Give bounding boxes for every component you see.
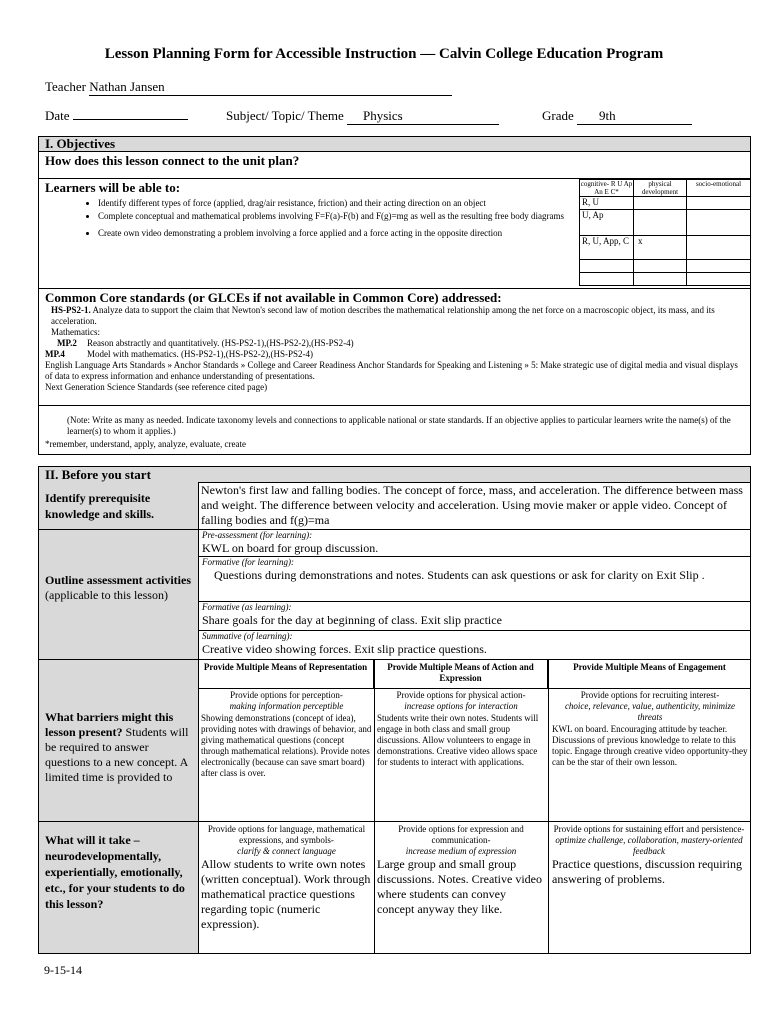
taxonomy-cell[interactable] — [687, 273, 751, 286]
row-divider — [38, 821, 751, 822]
objectives-list — [84, 198, 583, 239]
taxonomy-cell[interactable]: R, U — [580, 197, 634, 210]
take-italic: increase medium of expression — [405, 846, 517, 856]
objectives-note: (Note: Write as many as needed. Indicate taxonomy levels and connections to applicable national or state standards. If an objective applies to particular learners write the name(s) of the learner(s) to whom it applies.) — [67, 415, 731, 436]
prereq-label: Identify prerequisite knowledge and skills. — [45, 491, 155, 521]
taxonomy-cell[interactable] — [634, 260, 687, 273]
teacher-value[interactable]: Nathan Jansen — [89, 79, 452, 96]
barrier-italic: making information perceptible — [229, 701, 344, 711]
learners-label: Learners will be able to: — [45, 180, 181, 195]
taxonomy-cell[interactable] — [687, 197, 751, 210]
prereq-text[interactable]: Newton's first law and falling bodies. The concept of force, mass, and acceleration. The difference between mass and weight. The difference between velocity and acceleration. Using movie maker or apple video. Concept of falling bodies and f(g)=ma — [201, 483, 743, 527]
formative-as-text: Share goals for the day at beginning of class. Exit slip practice — [202, 613, 502, 627]
barrier-action-cell[interactable] — [377, 690, 545, 768]
mp2-standard — [45, 338, 745, 349]
take-lead: Provide options for expression and communication- — [398, 824, 524, 845]
barrier-representation-cell[interactable] — [201, 690, 372, 779]
taxonomy-footnote: *remember, understand, apply, analyze, evaluate, create — [45, 439, 246, 449]
socio-emotional-header: socio-emotional — [687, 180, 751, 197]
pre-assessment-label: Pre-assessment (for learning): — [202, 530, 313, 540]
engagement-header: Provide Multiple Means of Engagement — [573, 662, 726, 672]
formative-for-text: Questions during demonstrations and notes. Students can ask questions or ask for clarity on Exit Slip . — [214, 568, 705, 582]
physical-header: physical development — [634, 180, 687, 197]
taxonomy-cell[interactable] — [580, 260, 634, 273]
assessment-label-rest: (applicable to this lesson) — [45, 588, 168, 602]
mp4-text: Model with mathematics. (HS-PS2-1),(HS-PS2-2),(HS-PS2-4) — [87, 349, 313, 359]
summative-label: Summative (of learning): — [202, 631, 293, 641]
barrier-body: Showing demonstrations (concept of idea), providing notes with drawings of behavior, and giving mathematical questions (concept through mathematical relations). Provide notes electronically (because can save smart board) after class is over. — [201, 713, 372, 778]
hs-ps2-1-text: Analyze data to support the claim that Newton's second law of motion describes the mathematical relationship among the net force on a macroscopic object, its mass, and its acceleration. — [51, 305, 715, 326]
row-divider — [198, 688, 751, 689]
teacher-label: Teacher — [45, 79, 86, 94]
mp4-standard — [45, 349, 745, 360]
pre-assessment-text: KWL on board for group discussion. — [202, 541, 379, 555]
form-title: Lesson Planning Form for Accessible Instruction — Calvin College Education Program — [104, 46, 664, 62]
column-divider — [548, 660, 549, 954]
taxonomy-cell[interactable] — [687, 210, 751, 236]
action-expression-header: Provide Multiple Means of Action and Expression — [374, 660, 548, 689]
formative-for-cell[interactable] — [199, 557, 751, 601]
subject-row — [226, 108, 499, 125]
pre-assessment-cell[interactable] — [199, 530, 751, 555]
barrier-lead: Provide options for perception- — [230, 690, 343, 700]
date-row — [45, 108, 188, 124]
footer-date: 9-15-14 — [44, 963, 82, 977]
take-body: Practice questions, discussion requiring answering of problems. — [552, 857, 742, 886]
take-lead: Provide options for language, mathematical expressions, and symbols- — [207, 824, 366, 845]
hs-ps2-1-code: HS-PS2-1. — [51, 305, 91, 315]
taxonomy-cell[interactable] — [634, 197, 687, 210]
summative-cell[interactable] — [199, 631, 751, 659]
note-divider — [39, 405, 750, 406]
ela-standard: English Language Arts Standards » Anchor Standards » College and Career Readiness Anchor Standards for Speaking and Listening » 5: Make strategic use of digital media and visual displays of data to express information and enhance understanding of presentations. — [45, 360, 738, 381]
taxonomy-cell[interactable]: R, U, App, C — [580, 236, 634, 260]
udl-header-row — [198, 660, 751, 689]
formative-as-label: Formative (as learning): — [202, 602, 292, 612]
barrier-italic: choice, relevance, value, authenticity, minimize threats — [564, 701, 736, 722]
barrier-body: Students write their own notes. Students will engage in both class and small group discussions. Allow volunteers to engage in demonstrations. Creative video allows space for students to interact with applications. — [377, 713, 539, 767]
what-it-takes-label: What will it take – neurodevelopmentally, experientially, emotionally, etc., for your students to do this lesson? — [45, 833, 185, 911]
objectives-section — [38, 136, 751, 455]
take-lead: Provide options for sustaining effort and persistence- — [553, 824, 745, 834]
assessment-label — [45, 573, 195, 603]
standards-divider — [39, 288, 750, 289]
taxonomy-cell[interactable] — [687, 236, 751, 260]
date-value[interactable] — [73, 119, 188, 120]
grade-label: Grade — [542, 108, 574, 123]
summative-text: Creative video showing forces. Exit slip practice questions. — [202, 642, 487, 656]
subject-value[interactable]: Physics — [347, 108, 499, 125]
objective-item: • Identify different types of force (applied, drag/air resistance, friction) and their acting direction on an object — [98, 198, 583, 209]
grade-value[interactable]: 9th — [577, 108, 692, 125]
objectives-header: I. Objectives — [39, 137, 750, 152]
teacher-row — [45, 79, 452, 96]
taxonomy-cell[interactable]: x — [634, 236, 687, 260]
barriers-label — [45, 710, 195, 785]
grade-row — [542, 108, 692, 125]
objective-item: • Create own video demonstrating a problem involving a force applied and a force acting in the opposite direction — [98, 228, 583, 239]
take-italic: clarify & connect language — [237, 846, 336, 856]
date-label: Date — [45, 108, 70, 123]
ngss-standard: Next Generation Science Standards (see reference cited page) — [45, 382, 268, 392]
barrier-engagement-cell[interactable] — [552, 690, 748, 768]
taxonomy-table — [579, 179, 751, 286]
taxonomy-cell[interactable]: U, Ap — [580, 210, 634, 236]
barrier-lead: Provide options for recruiting interest- — [580, 690, 720, 700]
mp2-code: MP.2 — [57, 338, 77, 348]
take-italic: optimize challenge, collaboration, mastery-oriented feedback — [555, 835, 743, 856]
barrier-body: KWL on board. Encouraging attitude by teacher. Discussions of previous knowledge to relate to this topic. Engage through creative video opportunity-they can be the star of their own lesson. — [552, 724, 748, 767]
barrier-lead: Provide options for physical action- — [396, 690, 526, 700]
taxonomy-cell[interactable] — [634, 273, 687, 286]
standards-block — [45, 305, 745, 393]
unit-plan-question: How does this lesson connect to the unit plan? — [39, 152, 750, 179]
barrier-italic: increase options for interaction — [404, 701, 518, 711]
take-action-cell[interactable] — [377, 824, 545, 917]
take-engagement-cell[interactable] — [552, 824, 746, 887]
standards-header: Common Core standards (or GLCEs if not available in Common Core) addressed: — [45, 290, 502, 305]
formative-as-cell[interactable] — [199, 602, 751, 630]
take-body: Allow students to write own notes (written conceptual). Work through mathematical practice questions regarding topic (numeric expression). — [201, 857, 371, 931]
formative-for-label: Formative (for learning): — [202, 557, 294, 567]
taxonomy-cell[interactable] — [687, 260, 751, 273]
barriers-label-rest: Students will be required to answer questions to a new concept. A limited time is provided to — [45, 725, 189, 784]
assessment-label-bold: Outline assessment activities — [45, 573, 191, 587]
cognitive-header: cognitive- R U Ap An E C* — [580, 180, 633, 196]
objective-item: • Complete conceptual and mathematical problems involving F=F(a)-F(b) and F(g)=mg as well as the resulting free body diagrams — [98, 211, 583, 222]
barriers-label-bold: What barriers might this lesson present? — [45, 710, 174, 739]
mp2-text: Reason abstractly and quantitatively. (HS-PS2-1),(HS-PS2-2),(HS-PS2-4) — [87, 338, 354, 348]
taxonomy-cell[interactable] — [634, 210, 687, 236]
math-label: Mathematics: — [51, 327, 100, 337]
take-body: Large group and small group discussions. Notes. Creative video where students can convey concept anyway they like. — [377, 857, 542, 916]
taxonomy-cell[interactable] — [580, 273, 634, 286]
mp4-code: MP.4 — [45, 349, 65, 359]
representation-header: Provide Multiple Means of Representation — [198, 660, 374, 689]
hs-ps2-1-standard — [45, 305, 745, 327]
subject-label: Subject/ Topic/ Theme — [226, 108, 344, 123]
column-divider — [374, 660, 375, 954]
take-representation-cell[interactable] — [201, 824, 372, 932]
before-header: II. Before you start — [39, 467, 750, 483]
